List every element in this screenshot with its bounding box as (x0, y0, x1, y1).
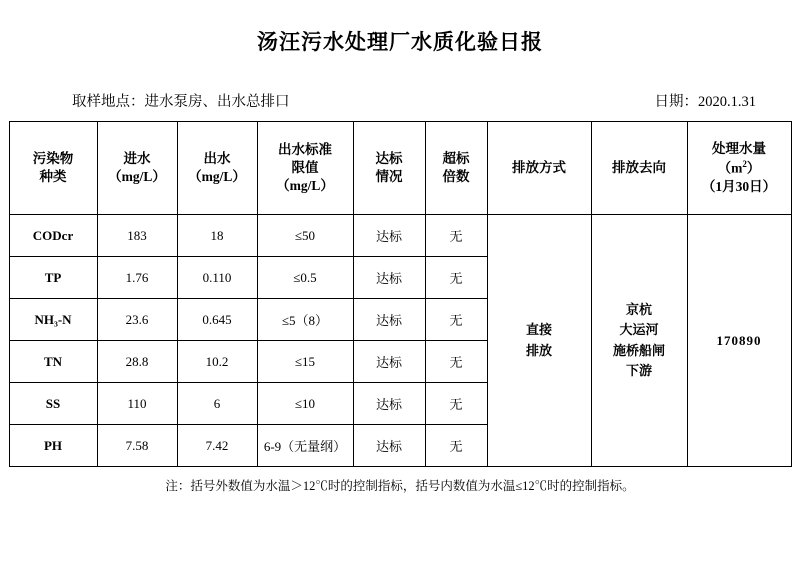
header-compliance-status (353, 122, 425, 215)
header-line: 限值 (291, 159, 319, 175)
cell-limit: 6-9（无量纲） (257, 425, 353, 467)
cell-effluent: 18 (177, 215, 257, 257)
report-page (0, 26, 800, 567)
header-line: 排放方式 (512, 159, 566, 175)
cell-exceed: 无 (425, 341, 487, 383)
cell-compliance: 达标 (353, 383, 425, 425)
cell-pollutant: TN (9, 341, 97, 383)
discharge-destination-line: 大运河 (619, 322, 659, 338)
cell-influent: 7.58 (97, 425, 177, 467)
header-line: （mg/L） (108, 169, 166, 184)
header-line: 达标 (375, 150, 403, 166)
header-line: 出水 (203, 150, 231, 166)
cell-exceed: 无 (425, 383, 487, 425)
cell-limit: ≤50 (257, 215, 353, 257)
cell-compliance: 达标 (353, 425, 425, 467)
header-unit-superscript: 2 (742, 159, 747, 170)
header-line: 进水 (123, 150, 151, 166)
cell-limit: ≤5（8） (257, 299, 353, 341)
header-effluent (177, 122, 257, 215)
discharge-destination-line: 下游 (625, 362, 652, 378)
discharge-destination-line: 施桥船闸 (612, 342, 665, 358)
cell-pollutant: CODcr (9, 215, 97, 257)
cell-compliance: 达标 (353, 299, 425, 341)
water-quality-table (9, 121, 792, 467)
cell-limit: ≤0.5 (257, 257, 353, 299)
header-discharge-method (487, 122, 591, 215)
header-treated-volume (687, 122, 791, 215)
cell-discharge-destination (591, 215, 687, 467)
header-line: 超标 (442, 150, 470, 166)
cell-exceed: 无 (425, 257, 487, 299)
header-line: （mg/L） (276, 178, 334, 194)
cell-influent: 28.8 (97, 341, 177, 383)
cell-influent: 183 (97, 215, 177, 257)
header-line: （1月30日） (701, 178, 777, 194)
cell-exceed: 无 (425, 299, 487, 341)
page-title: 汤汪污水处理厂水质化验日报 (257, 30, 543, 54)
cell-limit: ≤15 (257, 341, 353, 383)
cell-exceed: 无 (425, 215, 487, 257)
cell-pollutant: SS (9, 383, 97, 425)
cell-compliance: 达标 (353, 341, 425, 383)
cell-pollutant: PH (9, 425, 97, 467)
cell-effluent: 0.645 (177, 299, 257, 341)
header-line: 排放去向 (612, 159, 666, 175)
cell-pollutant: TP (9, 257, 97, 299)
cell-influent: 110 (97, 383, 177, 425)
cell-discharge-method (487, 215, 591, 467)
table-row (9, 215, 791, 257)
cell-pollutant: NH₃-N (9, 299, 97, 341)
header-line: 出水标准 (278, 141, 332, 157)
discharge-method-line: 直接 (525, 322, 552, 338)
header-line: 倍数 (442, 169, 470, 184)
header-pollutant-type (9, 122, 97, 215)
header-line: 污染物 (32, 150, 74, 166)
meta-row (22, 90, 778, 111)
header-line: 处理水量 (712, 140, 766, 156)
table-footnote: 注：括号外数值为水温＞12℃时的控制指标，括号内数值为水温≤12℃时的控制指标。 (165, 479, 635, 493)
cell-effluent: 0.110 (177, 257, 257, 299)
header-line: 种类 (39, 169, 67, 184)
cell-treated-volume: 170890 (687, 215, 791, 467)
cell-compliance: 达标 (353, 257, 425, 299)
cell-influent: 1.76 (97, 257, 177, 299)
header-discharge-destination (591, 122, 687, 215)
sampling-location: 取样地点：进水泵房、出水总排口 (72, 94, 290, 110)
cell-effluent: 10.2 (177, 341, 257, 383)
table-header-row (9, 122, 791, 215)
cell-compliance: 达标 (353, 215, 425, 257)
header-line: （mg/L） (188, 169, 246, 184)
header-unit-pre: （m (717, 160, 743, 176)
report-date: 日期：2020.1.31 (654, 94, 756, 110)
cell-effluent: 6 (177, 383, 257, 425)
header-line (689, 158, 790, 178)
header-unit-post: ） (746, 160, 761, 176)
discharge-method-line: 排放 (525, 342, 552, 358)
cell-exceed: 无 (425, 425, 487, 467)
cell-limit: ≤10 (257, 383, 353, 425)
discharge-destination-line: 京杭 (625, 302, 652, 318)
header-effluent-standard-limit (257, 122, 353, 215)
cell-effluent: 7.42 (177, 425, 257, 467)
cell-influent: 23.6 (97, 299, 177, 341)
header-influent (97, 122, 177, 215)
header-line: 情况 (375, 169, 403, 184)
header-exceed-multiple (425, 122, 487, 215)
